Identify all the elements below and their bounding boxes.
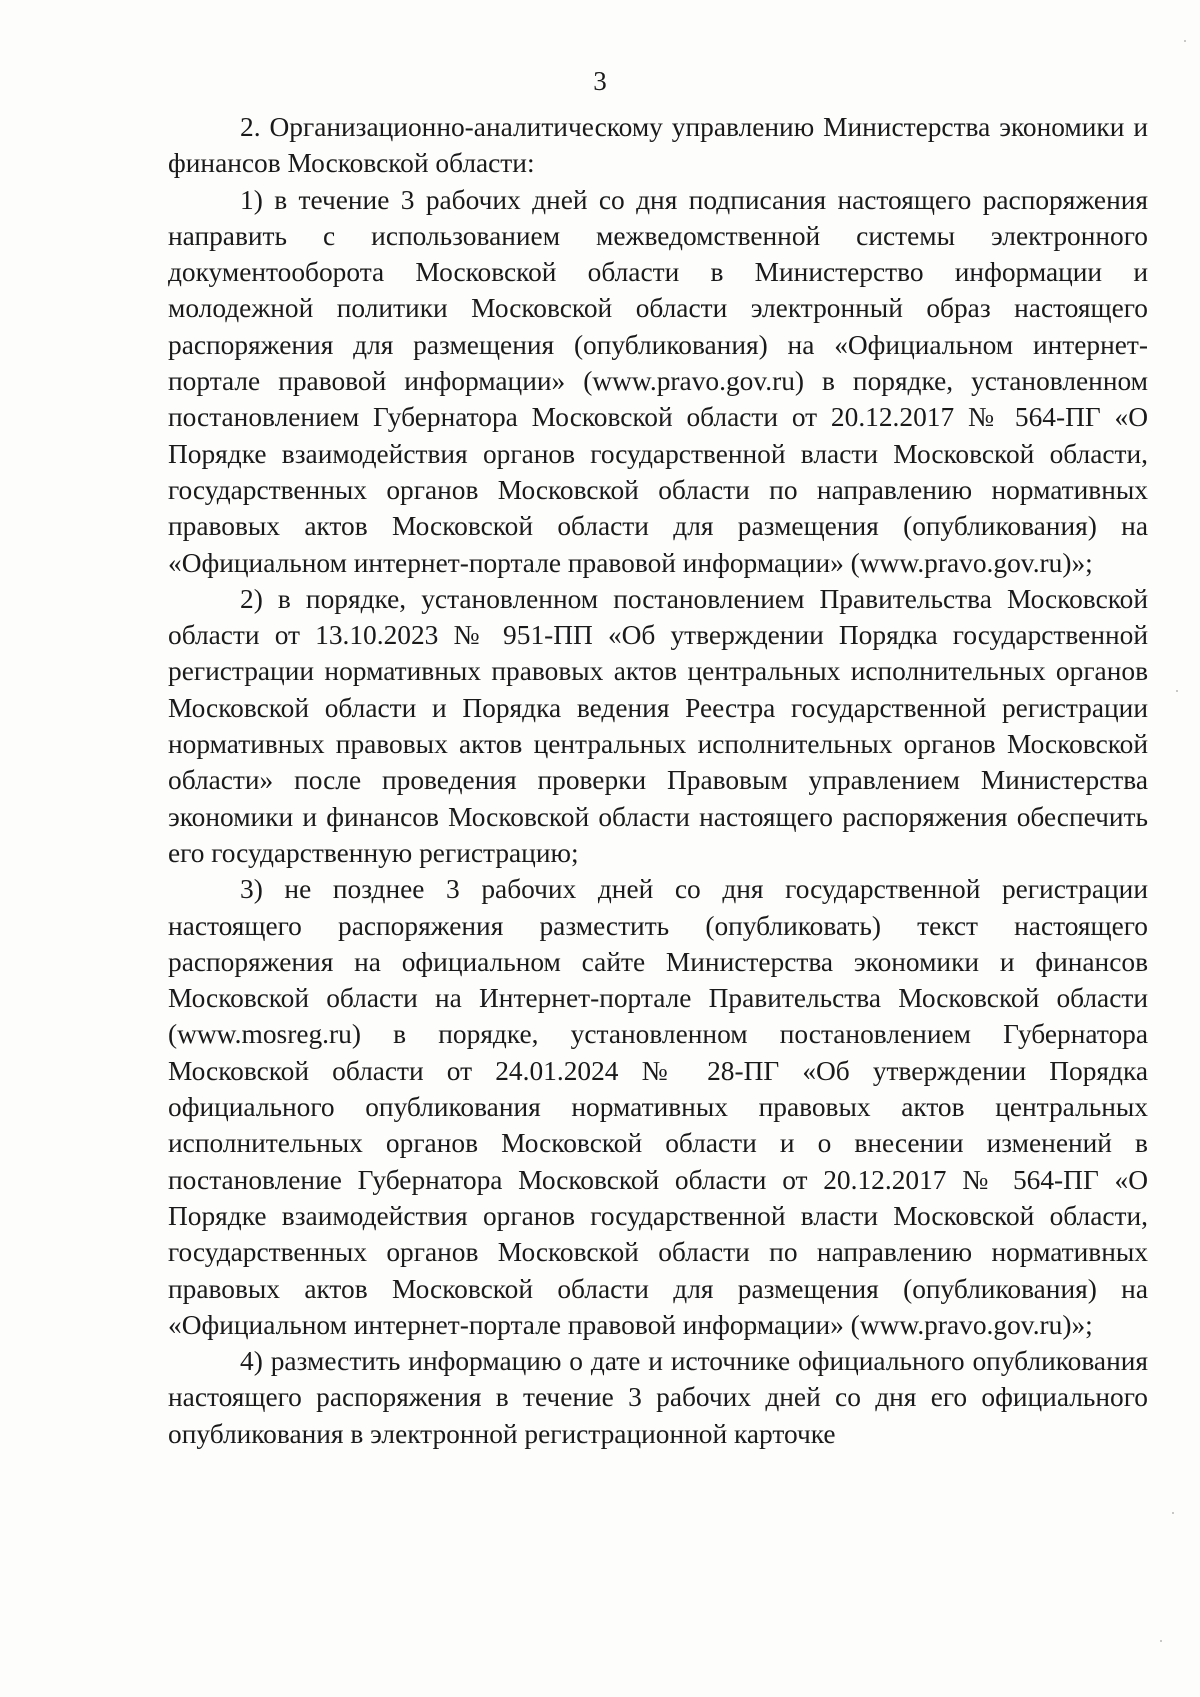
paragraph-item-3: 3) не позднее 3 рабочих дней со дня государственной регистрации настоящего распоряжения разместить (опубликовать) текст настоящего распоряжения на официальном сайте Министерства экономики и финансов Московской области на Интернет-портале Правительства Московской области (www.mosreg.ru) в порядке, установленном постановлением Губернатора Московской области от 24.01.2024 № 28-ПГ «Об утверждении Порядка официального опубликования нормативных правовых актов центральных исполнительных органов Московской области и о внесении изменений в постановление Губернатора Московской области от 20.12.2017 № 564-ПГ «О Порядке взаимодействия органов государственной власти Московской области, государственных органов Московской области по направлению нормативных правовых актов Московской области для размещения (опубликования) на «Официальном интернет-портале правовой информации» (www.pravo.gov.ru)»; xyxy=(168,874,1148,1340)
paragraph-item-2: 2) в порядке, установленном постановлением Правительства Московской области от 13.10.2023 № 951-ПП «Об утверждении Порядка государственной регистрации нормативных правовых актов центральных исполнительных органов Московской области и Порядка ведения Реестра государственной регистрации нормативных правовых актов центральных исполнительных органов Московской области» после проведения проверки Правовым управлением Министерства экономики и финансов Московской области настоящего распоряжения обеспечить его государственную регистрацию; xyxy=(168,583,1148,868)
document-body xyxy=(168,109,1148,1452)
page-number: 3 xyxy=(593,66,607,96)
paragraph-item-1: 1) в течение 3 рабочих дней со дня подписания настоящего распоряжения направить с использованием межведомственной системы электронного документооборота Московской области в Министерство информации и молодежной политики Московской области электронный образ настоящего распоряжения для размещения (опубликования) на «Официальном интернет-портале правовой информации» (www.pravo.gov.ru) в порядке, установленном постановлением Губернатора Московской области от 20.12.2017 № 564-ПГ «О Порядке взаимодействия органов государственной власти Московской области, государственных органов Московской области по направлению нормативных правовых актов Московской области для размещения (опубликования) на «Официальном интернет-портале правовой информации» (www.pravo.gov.ru)»; xyxy=(168,184,1148,578)
paragraph-item-4: 4) разместить информацию о дате и источнике официального опубликования настоящего распоряжения в течение 3 рабочих дней со дня его официального опубликования в электронной регистрационной карточке xyxy=(168,1346,1148,1449)
scan-speck xyxy=(1172,1512,1174,1514)
scan-speck xyxy=(1160,1640,1162,1642)
scan-speck xyxy=(1176,690,1178,692)
scan-speck xyxy=(1184,40,1186,42)
paragraph-section-2: 2. Организационно-аналитическому управлению Министерства экономики и финансов Московской области: xyxy=(168,112,1148,179)
